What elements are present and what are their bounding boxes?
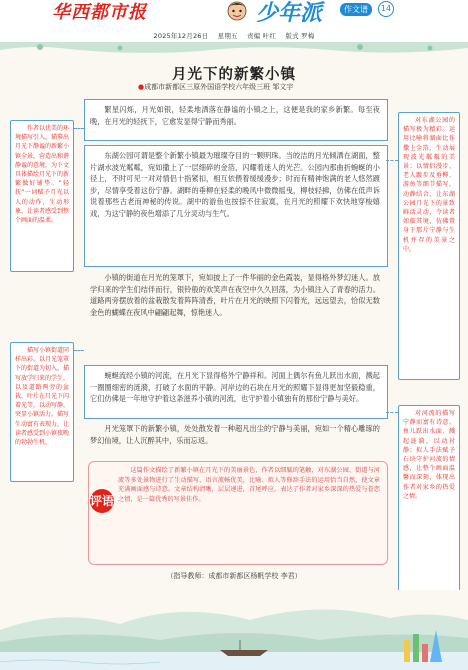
date: 2025年12月26日 [153,32,209,40]
masthead [0,0,468,26]
annotation-connector [386,160,398,161]
decorative-leaves-border [0,42,468,56]
section-tag: 作文谱 [340,3,372,16]
weekday: 星期五 [217,32,238,40]
annotation-connector [74,128,84,129]
annotation-right-bottom: 对河流的描写宁静而富有诗意。鱼儿跃出水面、溅起涟漪，以动衬静；拟人手法赋予石块守护河流的情感，让整个画面温馨而深刻，体现出作者对家乡的热爱之情。 [398,405,460,597]
section-name: 少年派 [256,0,323,26]
annotation-left-top: 作者以优美的环境描写引入，描摹出月光下静谧的新繁小镇全景，营造出和谐静谧的意境，为下文具体描绘月光下的新繁做好铺垫。“轻抚”一词赋予月光以人的动作，生动形象，让读者感受到整个画面的温柔。 [10,120,74,272]
annotation-connector [74,350,84,351]
landscape-illustration [0,590,468,670]
review-text: 这篇作文描绘了新繁小镇在月光下的美丽景色，作者以细腻的笔触，对东湖公园、街道与河流等多处景物进行了生动描写，语言流畅优美，比喻、拟人等修辞手法的运用恰当自然，使文章充满画面感与诗意。文章结构清晰，层层递进，首尾呼应，表达了作者对家乡深深的热爱与眷恋之情，是一篇优秀的写景佳作。 [118,467,380,503]
paragraph-2: 东湖公园可谓是整个新繁小镇最为璀璨夺目的一颗明珠。当皎洁的月光倾洒在湖面，整片湖水波光粼粼，宛如撒上了一层细碎的金箔，闪耀着迷人的光芒。公园内那曲折蜿蜒的小径上，不时可见一对对情侣十指紧扣，相互依偎着缓缓漫步；时而有精神饱满的老人悠然踱步，尽情享受着这份宁静。湖畔的垂柳在轻柔的晚风中微微摇曳，柳枝轻拂，仿佛在低声诉说着那些古老而神秘的传说。湖中的游鱼也按捺不住寂寞，在月光的照耀下欢快地穿梭嬉戏，为这宁静的夜色增添了几分灵动与生气。 [90,151,380,218]
paragraph-5: 月光笼罩下的新繁小镇，处处散发着一种超凡出尘的宁静与美丽，宛如一个精心雕琢的梦幻仙境，让人沉醉其中，乐而忘返。 [90,424,380,445]
annotation-connector [386,412,398,413]
cartoon-kid-icon [222,0,252,22]
paper-name: 华西都市报 [52,2,147,23]
page-number: 14 [378,1,394,17]
annotation-left-bottom: 描写小镇街道同样出彩。以月光笼罩下的街道为切入，描写放学归来的学生，以及道路两旁的盆栽，叶片在月光下闪着光等，以动写静，突显小镇活力。描写生动富有表现力，让读者感受到小镇夜晚的勃勃生机。 [10,342,74,482]
review-badge: 评语 [90,489,114,513]
bullet-dot-icon: ● [138,83,145,91]
paragraph-3: 小镇的街道在月光的笼罩下，宛如披上了一件华丽的金色霞装，显得格外梦幻迷人。放学归来的学生们结伴而行，银铃般的欢笑声在夜空中久久回荡，为小镇注入了青春的活力。道路两旁摆放着的盆栽散发着阵阵清香，叶片在月光的映照下闪着光，远远望去，恰似无数金色的蝴蝶在夜风中翩翩起舞，惊艳迷人。 [90,273,380,317]
designer: 版式 罗梅 [285,32,315,40]
paragraph-1: 繁星闪烁，月光如银，轻柔地洒落在静谧的小镇之上，这便是我的家乡新繁。每至夜晚，在月光的轻抚下，它愈发显得宁静而秀丽。 [90,105,380,126]
article-title: 月光下的新繁小镇 [172,66,296,83]
paragraph-4: 蜿蜒流经小镇的河流，在月光下显得格外宁静祥和。河面上偶尔有鱼儿跃出水面，溅起一圈圈细密的涟漪，打破了水面的平静。河岸边的石块在月光的照耀下显得更加坚毅稳重，它们仿佛是一年地守护着这条滋养小镇的河流，也守护着小镇独有的那份宁静与美好。 [90,371,380,404]
annotation-right-top: 对东湖公园的描写极为精彩。运用比喻将湖面比作撒上金箔，生动展现波光粼粼的美景；以情侣漫步、老人踱步及垂柳、游鱼等细节描写，动静结合，让东湖公园月光下的景致鲜活灵动，令读者如临其境，仿佛置身于那片宁静与生机并存的美景之中。 [398,112,460,380]
teacher-credit: （指导教师：成都市新都区杨帆学校 李君） [166,572,302,580]
article-author: ●成都市新都区三原外国语学校六年级三班 邹文宇 [138,83,294,91]
dateline [0,31,468,40]
editor: 责编 叶红 [247,32,277,40]
